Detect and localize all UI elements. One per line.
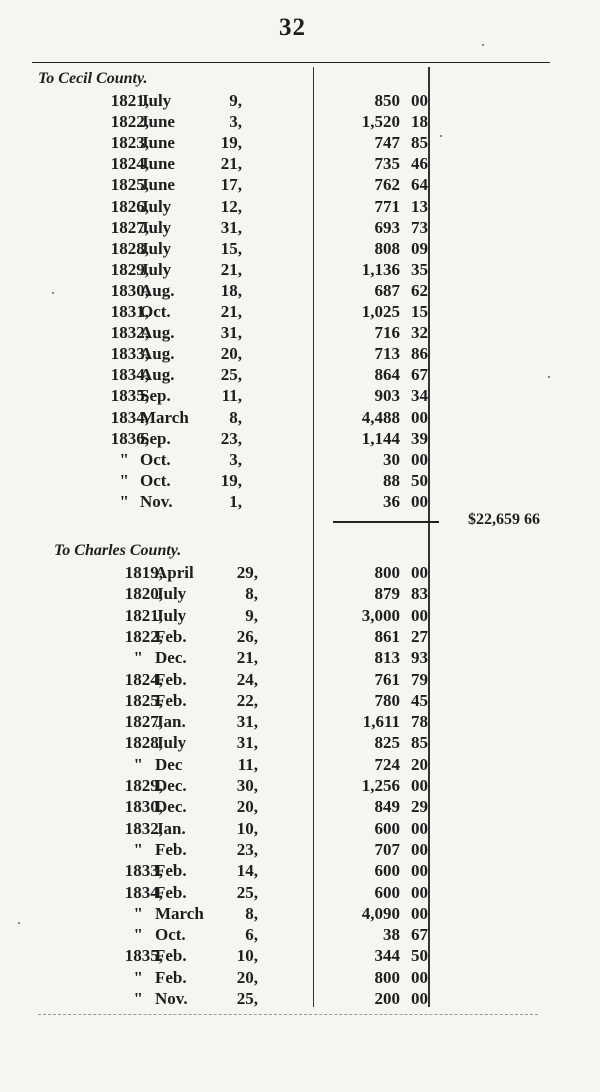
entry-dollars: 1,256 [361, 776, 400, 795]
ledger-row [0, 712, 600, 733]
entry-cents: 64 [411, 175, 428, 195]
entry-dollars: 761 [374, 669, 400, 689]
entry-day: 9, [229, 91, 242, 110]
ledger-row [0, 989, 600, 1010]
entry-month: July [140, 238, 172, 258]
entry-day: 9, [245, 605, 258, 625]
ledger-row [0, 386, 600, 407]
entry-dollars: 864 [374, 365, 400, 385]
entry-dollars: 30 [383, 449, 400, 469]
ledger-row [0, 819, 600, 840]
entry-dollars: 1,025 [361, 302, 400, 321]
ledger-row [0, 776, 600, 797]
entry-cents: 32 [411, 323, 428, 343]
entry-year: 1826, [110, 196, 149, 216]
ledger-row [0, 968, 600, 989]
entry-dollars: 849 [374, 797, 400, 817]
entry-year: 1825, [110, 175, 149, 195]
entry-dollars: 771 [374, 196, 400, 216]
entry-dollars: 724 [374, 754, 400, 774]
entry-cents: 00 [411, 776, 428, 795]
entry-year: 1828, [110, 238, 149, 258]
entry-month: Oct. [140, 302, 171, 321]
entry-dollars: 707 [374, 839, 400, 859]
entry-day: 19, [220, 133, 242, 153]
entry-year: " [133, 648, 143, 668]
entry-month: Sep. [140, 386, 171, 406]
entry-day: 31, [236, 712, 258, 732]
entry-cents: 27 [411, 626, 428, 646]
entry-cents: 83 [411, 584, 428, 604]
entry-month: Feb. [155, 626, 187, 646]
ink-speck [482, 44, 484, 46]
entry-day: 20, [236, 797, 258, 817]
section-heading: To Cecil County. [38, 70, 148, 87]
entry-day: 25, [236, 882, 258, 902]
entry-cents: 09 [411, 238, 428, 258]
entry-year: " [119, 449, 129, 469]
entry-day: 17, [220, 175, 242, 195]
entry-dollars: 88 [383, 470, 400, 490]
entry-cents: 50 [411, 470, 428, 490]
entry-year: 1835, [110, 386, 149, 406]
entry-dollars: 687 [374, 280, 400, 300]
entry-month: Feb. [155, 882, 187, 902]
entry-month: Dec. [155, 776, 187, 795]
entry-month: Feb. [155, 690, 187, 710]
entry-cents: 85 [411, 133, 428, 153]
ledger-row [0, 563, 600, 584]
entry-month: June [140, 175, 175, 195]
entry-dollars: 879 [374, 584, 400, 604]
entry-month: Oct. [155, 925, 186, 945]
entry-month: Aug. [140, 280, 175, 300]
entry-cents: 00 [411, 563, 428, 582]
ledger-row [0, 627, 600, 648]
entry-month: Feb. [155, 839, 187, 859]
entry-year: 1832, [124, 818, 163, 838]
entry-dollars: 1,144 [361, 428, 400, 448]
entry-year: 1833, [110, 344, 149, 364]
entry-month: Jan. [155, 818, 186, 838]
entry-month: Nov. [140, 491, 173, 511]
entry-dollars: 3,000 [361, 605, 400, 625]
ink-speck [52, 292, 54, 294]
entry-day: 26, [236, 626, 258, 646]
ledger-row [0, 429, 600, 450]
entry-day: 10, [236, 818, 258, 838]
entry-dollars: 1,136 [361, 259, 400, 279]
entry-month: Aug. [140, 344, 175, 364]
entry-cents: 35 [411, 259, 428, 279]
entry-year: 1821, [124, 605, 163, 625]
entry-dollars: 693 [374, 217, 400, 237]
entry-cents: 15 [411, 302, 428, 321]
entry-dollars: 747 [374, 133, 400, 153]
ink-speck [440, 135, 442, 137]
entry-year: 1832, [110, 323, 149, 343]
entry-year: 1831, [110, 302, 149, 321]
ledger-row [0, 691, 600, 712]
entry-month: June [140, 112, 175, 132]
entry-cents: 34 [411, 386, 428, 406]
entry-dollars: 600 [374, 818, 400, 838]
entry-year: 1829, [110, 259, 149, 279]
entry-cents: 79 [411, 669, 428, 689]
entry-month: June [140, 133, 175, 153]
entry-day: 22, [236, 690, 258, 710]
entry-year: 1827, [110, 217, 149, 237]
entry-year: 1822, [124, 626, 163, 646]
entry-dollars: 850 [374, 91, 400, 110]
entry-dollars: 344 [374, 946, 400, 966]
entry-year: 1821, [110, 91, 149, 110]
entry-dollars: 200 [374, 989, 400, 1008]
ledger-row [0, 197, 600, 218]
entry-dollars: 780 [374, 690, 400, 710]
entry-day: 18, [220, 280, 242, 300]
entry-year: 1828, [124, 733, 163, 753]
entry-cents: 00 [411, 605, 428, 625]
entry-cents: 00 [411, 91, 428, 110]
ledger-row [0, 302, 600, 323]
entry-dollars: 4,090 [361, 903, 400, 923]
entry-dollars: 762 [374, 175, 400, 195]
ledger-row [0, 946, 600, 967]
entry-day: 12, [220, 196, 242, 216]
entry-year: 1830, [124, 797, 163, 817]
entry-day: 31, [236, 733, 258, 753]
page-number: 32 [279, 14, 306, 41]
entry-month: Feb. [155, 967, 187, 987]
entry-year: 1825, [124, 690, 163, 710]
entry-cents: 46 [411, 154, 428, 174]
entry-cents: 00 [411, 989, 428, 1008]
entry-cents: 85 [411, 733, 428, 753]
entry-dollars: 1,611 [362, 712, 400, 732]
entry-day: 11, [221, 386, 242, 406]
entry-year: " [133, 903, 143, 923]
entry-cents: 13 [411, 196, 428, 216]
entry-cents: 00 [411, 491, 428, 511]
entry-year: " [119, 470, 129, 490]
entry-year: 1834, [124, 882, 163, 902]
entry-dollars: 735 [374, 154, 400, 174]
entry-month: July [140, 196, 172, 216]
entry-year: 1819, [124, 563, 163, 582]
ledger-row [0, 733, 600, 754]
entry-year: 1833, [124, 861, 163, 881]
entry-cents: 18 [411, 112, 428, 132]
ledger-row [0, 408, 600, 429]
entry-cents: 00 [411, 407, 428, 427]
entry-year: 1822, [110, 112, 149, 132]
total-rule [333, 521, 439, 523]
entry-day: 24, [236, 669, 258, 689]
ledger-row [0, 925, 600, 946]
entry-day: 15, [220, 238, 242, 258]
entry-dollars: 600 [374, 882, 400, 902]
ledger-row [0, 344, 600, 365]
entry-day: 30, [236, 776, 258, 795]
entry-cents: 20 [411, 754, 428, 774]
ledger-row [0, 133, 600, 154]
entry-dollars: 713 [374, 344, 400, 364]
entry-year: 1836, [110, 428, 149, 448]
ledger-row [0, 755, 600, 776]
entry-year: 1823, [110, 133, 149, 153]
entry-cents: 93 [411, 648, 428, 668]
ledger-row [0, 492, 600, 513]
ledger-row [0, 175, 600, 196]
ledger-row [0, 648, 600, 669]
entry-cents: 50 [411, 946, 428, 966]
entry-day: 20, [220, 344, 242, 364]
entry-month: Aug. [140, 323, 175, 343]
entry-year: 1824, [110, 154, 149, 174]
entry-year: " [133, 925, 143, 945]
ledger-row [0, 91, 600, 112]
entry-dollars: 600 [374, 861, 400, 881]
entry-month: June [140, 154, 175, 174]
ledger-row [0, 606, 600, 627]
entry-day: 3, [229, 112, 242, 132]
ledger-row [0, 154, 600, 175]
entry-cents: 73 [411, 217, 428, 237]
entry-dollars: 808 [374, 238, 400, 258]
ledger-row [0, 670, 600, 691]
entry-dollars: 903 [374, 386, 400, 406]
entry-cents: 00 [411, 449, 428, 469]
ledger-row [0, 323, 600, 344]
entry-year: " [133, 839, 143, 859]
entry-day: 19, [220, 470, 242, 490]
entry-month: April [155, 563, 194, 582]
entry-month: Feb. [155, 946, 187, 966]
entry-month: Oct. [140, 449, 171, 469]
entry-month: March [140, 407, 189, 427]
entry-dollars: 813 [374, 648, 400, 668]
entry-month: Feb. [155, 861, 187, 881]
entry-day: 10, [236, 946, 258, 966]
entry-cents: 39 [411, 428, 428, 448]
entry-month: Nov. [155, 989, 188, 1008]
entry-year: 1834, [110, 407, 149, 427]
entry-day: 21, [220, 154, 242, 174]
entry-cents: 86 [411, 344, 428, 364]
entry-cents: 67 [411, 365, 428, 385]
entry-cents: 00 [411, 967, 428, 987]
entry-dollars: 38 [383, 925, 400, 945]
entry-day: 6, [245, 925, 258, 945]
entry-month: July [140, 217, 172, 237]
ledger-row [0, 471, 600, 492]
entry-month: July [155, 584, 187, 604]
bottom-rule [38, 1014, 538, 1015]
ledger-row [0, 584, 600, 605]
entry-day: 25, [220, 365, 242, 385]
entry-month: July [140, 259, 172, 279]
entry-cents: 67 [411, 925, 428, 945]
ink-speck [18, 922, 20, 924]
entry-year: 1820, [124, 584, 163, 604]
entry-month: July [140, 91, 172, 110]
entry-cents: 45 [411, 690, 428, 710]
entry-cents: 29 [411, 797, 428, 817]
entry-dollars: 800 [374, 967, 400, 987]
entry-day: 21, [220, 302, 242, 321]
ledger-row [0, 904, 600, 925]
ledger-row [0, 883, 600, 904]
ledger-row [0, 840, 600, 861]
entry-month: Dec. [155, 648, 187, 668]
ink-speck [548, 376, 550, 378]
entry-day: 8, [229, 407, 242, 427]
entry-day: 11, [237, 754, 258, 774]
ledger-row [0, 260, 600, 281]
entry-day: 1, [229, 491, 242, 511]
entry-year: 1830, [110, 280, 149, 300]
entry-month: Dec [155, 754, 183, 774]
entry-day: 14, [236, 861, 258, 881]
entry-dollars: 1,520 [361, 112, 400, 132]
entry-day: 23, [220, 428, 242, 448]
top-rule [32, 62, 550, 63]
section-heading: To Charles County. [54, 542, 182, 559]
ledger-row [0, 797, 600, 818]
ledger-row [0, 239, 600, 260]
entry-year: " [133, 754, 143, 774]
entry-month: Jan. [155, 712, 186, 732]
section-total: $22,659 66 [468, 511, 540, 528]
entry-cents: 78 [411, 712, 428, 732]
entry-day: 25, [236, 989, 258, 1008]
entry-year: 1827, [124, 712, 163, 732]
entry-year: 1835, [124, 946, 163, 966]
entry-cents: 00 [411, 839, 428, 859]
entry-month: July [155, 733, 187, 753]
entry-cents: 62 [411, 280, 428, 300]
entry-year: 1834, [110, 365, 149, 385]
entry-month: Dec. [155, 797, 187, 817]
entry-year: 1824, [124, 669, 163, 689]
entry-day: 23, [236, 839, 258, 859]
entry-day: 8, [245, 903, 258, 923]
entry-dollars: 800 [374, 563, 400, 582]
entry-month: Oct. [140, 470, 171, 490]
entry-day: 3, [229, 449, 242, 469]
entry-day: 20, [236, 967, 258, 987]
entry-day: 21, [236, 648, 258, 668]
ledger-row [0, 281, 600, 302]
entry-month: March [155, 903, 204, 923]
entry-dollars: 716 [374, 323, 400, 343]
entry-cents: 00 [411, 903, 428, 923]
entry-month: July [155, 605, 187, 625]
ledger-row [0, 112, 600, 133]
entry-month: Feb. [155, 669, 187, 689]
entry-year: " [133, 967, 143, 987]
entry-dollars: 36 [383, 491, 400, 511]
entry-day: 31, [220, 217, 242, 237]
entry-dollars: 861 [374, 626, 400, 646]
entry-month: Aug. [140, 365, 175, 385]
entry-cents: 00 [411, 818, 428, 838]
entry-dollars: 4,488 [361, 407, 400, 427]
ledger-row [0, 450, 600, 471]
entry-cents: 00 [411, 861, 428, 881]
entry-month: Sep. [140, 428, 171, 448]
entry-day: 29, [236, 563, 258, 582]
entry-year: " [119, 491, 129, 511]
entry-day: 8, [245, 584, 258, 604]
entry-year: " [133, 989, 143, 1008]
entry-dollars: 825 [374, 733, 400, 753]
ledger-row [0, 218, 600, 239]
ledger-row [0, 861, 600, 882]
entry-day: 31, [220, 323, 242, 343]
ledger-row [0, 365, 600, 386]
entry-year: 1829, [124, 776, 163, 795]
entry-cents: 00 [411, 882, 428, 902]
entry-day: 21, [220, 259, 242, 279]
